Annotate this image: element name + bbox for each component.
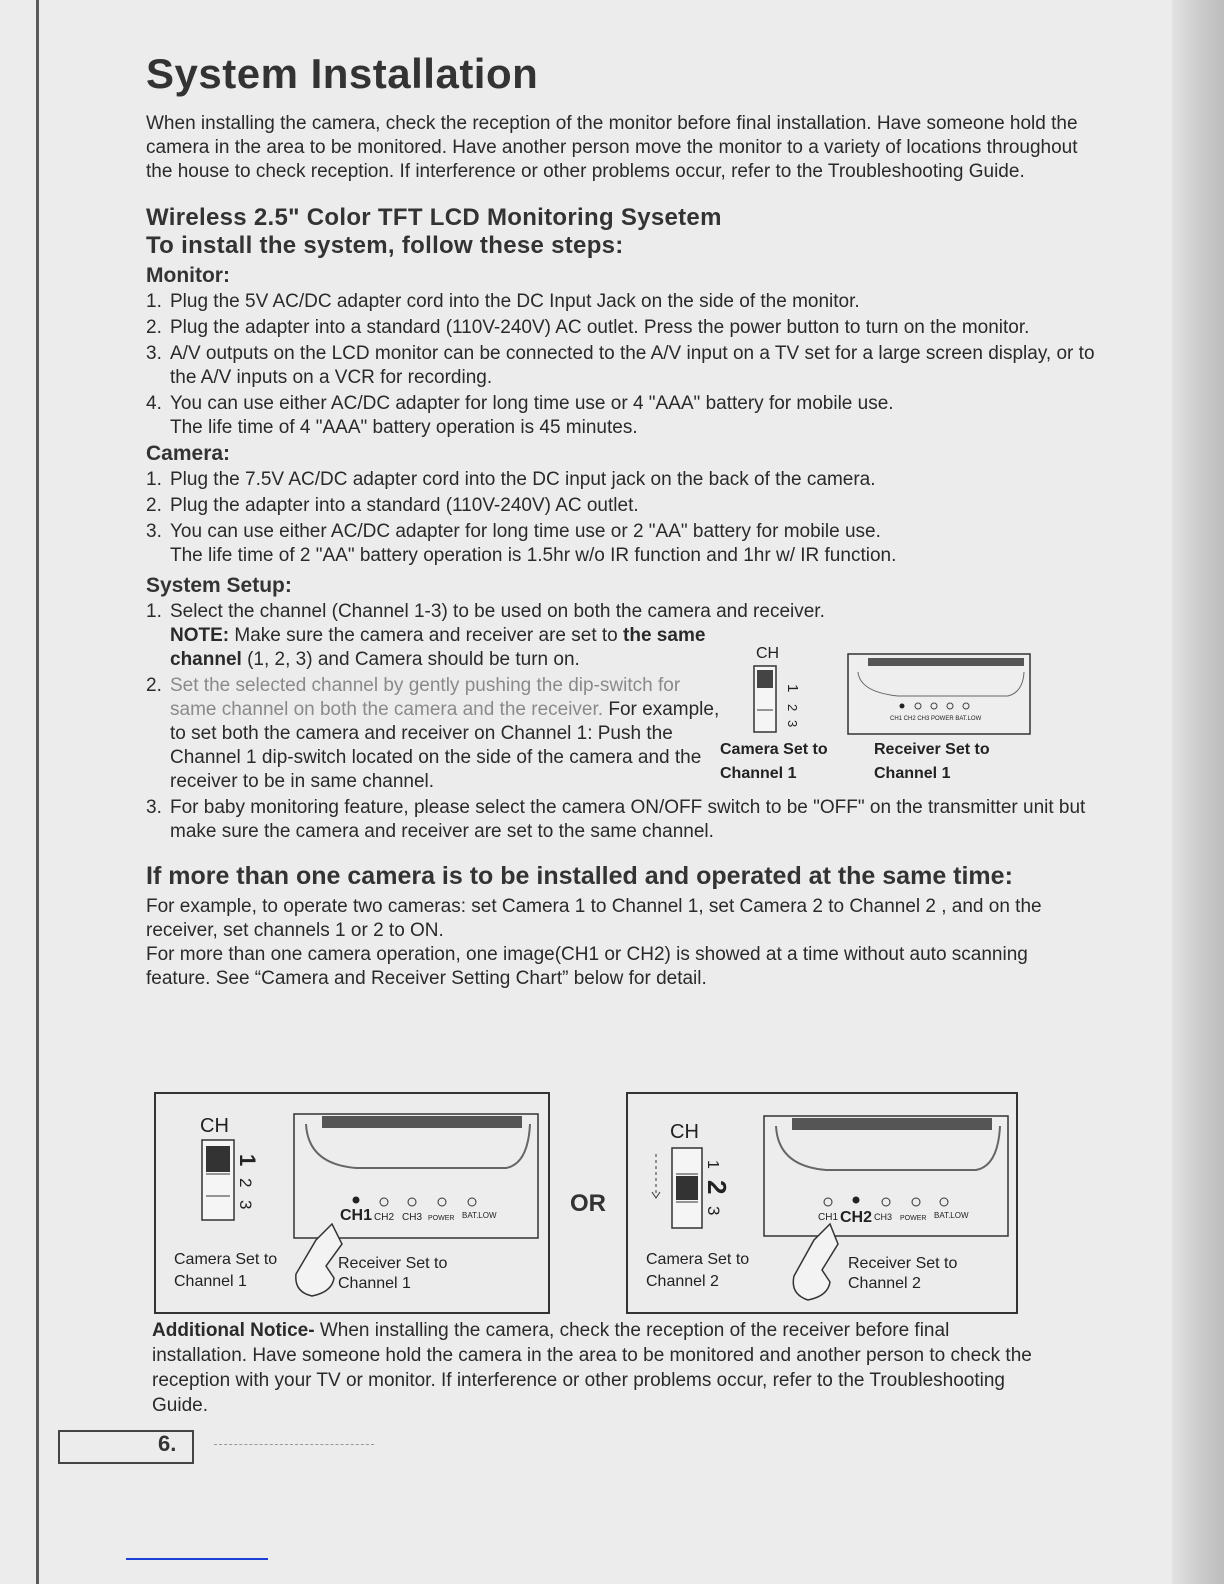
steps-subtitle: To install the system, follow these steps: <box>146 232 624 259</box>
setup-channel-diagram <box>718 642 1038 782</box>
page-right-shadow <box>1172 0 1224 1584</box>
monitor-step <box>146 316 1096 340</box>
setup-step <box>146 796 1096 844</box>
dip-number-1: 1 <box>704 1160 721 1169</box>
camera-heading: Camera: <box>146 442 231 465</box>
step-number: 3. <box>146 343 162 364</box>
camera-caption-line1: Camera Set to <box>174 1251 278 1268</box>
page-binding-edge <box>36 0 39 1584</box>
dip-number-3: 3 <box>704 1206 723 1216</box>
page-title: System Installation <box>146 50 539 97</box>
receiver-top-bar <box>322 1116 522 1128</box>
setting-chart-channel-1 <box>154 1092 550 1314</box>
monitor-steps <box>146 290 1096 440</box>
led-label-ch1: CH1 <box>818 1212 839 1223</box>
multi-camera-heading: If more than one camera is to be installed and operated at the same time: <box>146 862 1013 890</box>
intro-paragraph: When installing the camera, check the reception of the monitor before final installation. Have someone hold the camera in the area to be monitored. Have another person move the monitor to a variety of locations throughout the house to check reception. If interference or other problems occur, refer to the Troubleshooting Guide. <box>146 113 1078 182</box>
monitor-step <box>146 342 1096 390</box>
setup-heading: System Setup: <box>146 574 292 597</box>
step-text-line2: The life time of 4 "AAA" battery operation is 45 minutes. <box>170 417 638 438</box>
dip-number-1: 1 <box>784 684 801 693</box>
step-number: 1. <box>146 291 162 312</box>
step-text: Plug the adapter into a standard (110V-240V) AC outlet. Press the power button to turn on the monitor. <box>170 317 1030 338</box>
step-number: 1. <box>146 469 162 490</box>
setup-block <box>146 600 1096 844</box>
step-text: You can use either AC/DC adapter for long time use or 2 "AA" battery for mobile use. <box>170 521 881 542</box>
ch-label: CH <box>756 645 780 662</box>
monitor-step <box>146 290 1096 314</box>
receiver-caption-line2: Channel 1 <box>874 765 951 782</box>
notice-label: Additional Notice- <box>152 1320 315 1341</box>
setup-note <box>170 624 730 672</box>
step-number: 1. <box>146 601 162 622</box>
led-indicator <box>900 704 905 709</box>
system-subtitle: Wireless 2.5" Color TFT LCD Monitoring Sysetem <box>146 204 722 231</box>
led-label-ch2: CH2 <box>374 1212 395 1223</box>
camera-step <box>146 468 1096 492</box>
led-label-bat: BAT.LOW <box>462 1211 497 1220</box>
step-number: 4. <box>146 393 162 414</box>
step-example: For example, to set both the camera and receiver on Channel 1: Push the Channel 1 dip-switch located on the side of the camera and the receiver to be in same channel. <box>170 699 720 792</box>
monitor-step <box>146 392 1096 440</box>
step-number: 2. <box>146 495 162 516</box>
page-content <box>146 50 1096 991</box>
led-label-ch2: CH2 <box>840 1209 873 1226</box>
dip-number-2: 2 <box>785 704 800 712</box>
dip-number-3: 3 <box>785 720 800 728</box>
dip-switch-slider <box>757 670 773 688</box>
camera-caption-line2: Channel 1 <box>174 1273 247 1290</box>
ch-label: CH <box>200 1115 229 1137</box>
multi-camera-para2: For more than one camera operation, one image(CH1 or CH2) is showed at a time without auto scanning feature. See “Camera and Receiver Setting Chart” below for detail. <box>146 944 1028 989</box>
step-text: A/V outputs on the LCD monitor can be connected to the A/V input on a TV set for a large screen display, or to the A/V inputs on a VCR for recording. <box>170 343 1095 388</box>
step-text: Select the channel (Channel 1-3) to be used on both the camera and receiver. <box>170 601 825 622</box>
led-label-ch3: CH3 <box>874 1212 893 1222</box>
receiver-caption-line2: Channel 2 <box>848 1275 921 1292</box>
led-ch1-active <box>353 1197 360 1204</box>
step-number: 3. <box>146 521 162 542</box>
step-number: 3. <box>146 797 162 818</box>
setting-chart-channel-2 <box>626 1092 1018 1314</box>
led-label-ch3: CH3 <box>402 1212 423 1223</box>
step-number: 2. <box>146 675 162 696</box>
footer-blue-line <box>126 1558 268 1560</box>
camera-caption-line2: Channel 2 <box>646 1273 719 1290</box>
or-label: OR <box>570 1190 606 1217</box>
additional-notice <box>152 1318 1042 1418</box>
step-text: You can use either AC/DC adapter for long time use or 4 "AAA" battery for mobile use. <box>170 393 894 414</box>
dip-number-2: 2 <box>702 1180 732 1195</box>
note-bold: the same channel <box>170 625 706 670</box>
multi-camera-para1: For example, to operate two cameras: set Camera 1 to Channel 1, set Camera 2 to Channel 2 , and on the receiver, set channels 1 or 2 to ON. <box>146 896 1042 941</box>
note-label: NOTE: <box>170 625 230 646</box>
camera-steps <box>146 468 1096 568</box>
receiver-caption-line2: Channel 1 <box>338 1275 411 1292</box>
receiver-caption-line1: Receiver Set to <box>848 1255 958 1272</box>
chart-channel-1-illustration <box>156 1094 548 1312</box>
setup-step-2-body <box>170 674 730 794</box>
footer-dash-line <box>214 1444 374 1445</box>
led-label-power: POWER <box>900 1215 927 1222</box>
ch-label: CH <box>670 1121 699 1143</box>
step-text: For baby monitoring feature, please select the camera ON/OFF switch to be "OFF" on the transmitter unit but make sure the camera and receiver are set to the same channel. <box>170 797 1086 842</box>
dip-switch-slider <box>206 1146 230 1172</box>
receiver-top-bar <box>792 1118 992 1130</box>
step-text-line2: The life time of 2 "AA" battery operation is 1.5hr w/o IR function and 1hr w/ IR function. <box>170 545 897 566</box>
notice-text: When installing the camera, check the reception of the receiver before final installation. Have someone hold the camera in the area to be monitored and another person to check the reception with your TV or monitor. If interference or other problems occur, refer to the Troubleshooting Guide. <box>152 1320 1032 1416</box>
step-text: Set the selected channel by gently pushing the dip-switch for same channel on both the camera and the receiver. <box>170 675 681 720</box>
receiver-caption-line1: Receiver Set to <box>874 741 990 758</box>
dip-number-2: 2 <box>236 1178 255 1188</box>
monitor-heading: Monitor: <box>146 264 230 287</box>
step-text: Plug the adapter into a standard (110V-240V) AC outlet. <box>170 495 639 516</box>
camera-caption-line1: Camera Set to <box>720 741 828 758</box>
camera-step <box>146 520 1096 568</box>
dip-number-3: 3 <box>236 1200 255 1210</box>
dip-number-1: 1 <box>235 1154 260 1167</box>
step-text: Plug the 5V AC/DC adapter cord into the DC Input Jack on the side of the monitor. <box>170 291 860 312</box>
note-rest: (1, 2, 3) and Camera should be turn on. <box>241 649 580 670</box>
page-number: 6. <box>158 1431 177 1456</box>
led-label-power: POWER <box>428 1215 455 1222</box>
camera-caption-line2: Channel 1 <box>720 765 797 782</box>
camera-caption-line1: Camera Set to <box>646 1251 750 1268</box>
receiver-top-bar <box>868 658 1024 666</box>
led-label-ch1: CH1 <box>340 1207 373 1224</box>
receiver-caption-line1: Receiver Set to <box>338 1255 448 1272</box>
step-number: 2. <box>146 317 162 338</box>
chart-channel-2-illustration <box>628 1094 1016 1312</box>
led-labels: CH1 CH2 CH3 POWER BAT.LOW <box>890 716 982 722</box>
led-ch2-active <box>853 1197 860 1204</box>
dip-switch-slider <box>676 1176 698 1200</box>
note-text: Make sure the camera and receiver are set to <box>229 625 624 646</box>
led-label-bat: BAT.LOW <box>934 1211 969 1220</box>
camera-step <box>146 494 1096 518</box>
step-text: Plug the 7.5V AC/DC adapter cord into the DC input jack on the back of the camera. <box>170 469 876 490</box>
